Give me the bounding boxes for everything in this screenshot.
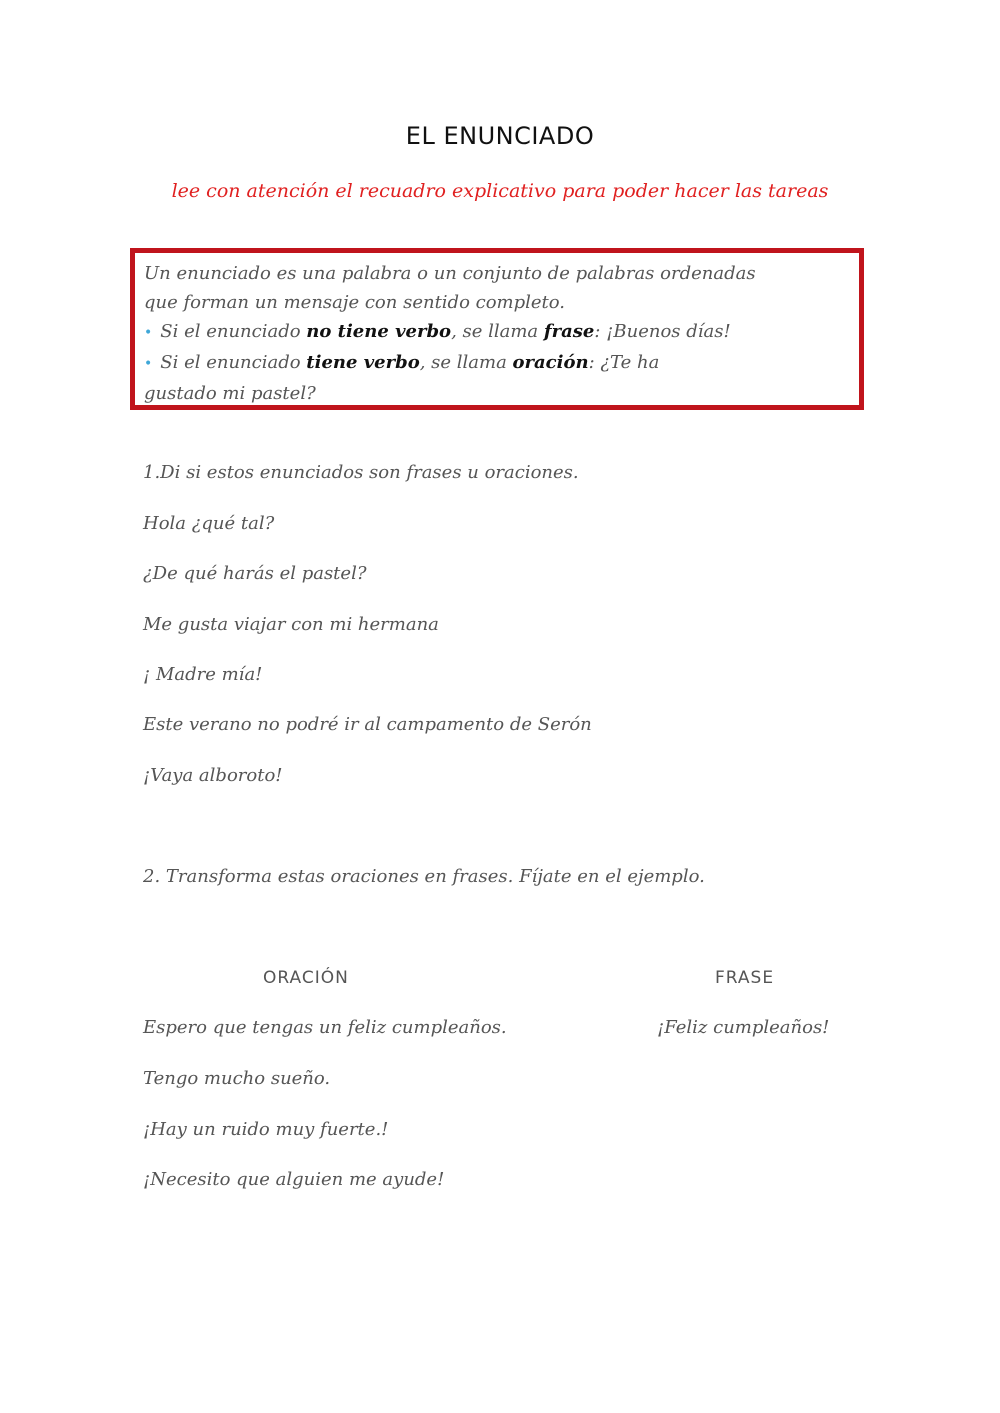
definition-box: [130, 248, 864, 410]
exercise2-item: Tengo mucho sueño.: [143, 1068, 331, 1089]
example-oracion: Espero que tengas un feliz cumpleaños.: [143, 1017, 507, 1038]
example-frase: ¡Feliz cumpleaños!: [657, 1017, 830, 1038]
bullet-oracion-post: : ¿Te ha: [588, 352, 660, 373]
exercise1-item: ¡Vaya alboroto!: [143, 765, 283, 786]
bullet-icon: •: [144, 325, 153, 341]
bullet-frase-mid: , se llama: [451, 321, 544, 342]
exercise2-item: ¡Necesito que alguien me ayude!: [143, 1169, 445, 1190]
exercise1-heading: 1.Di si estos enunciados son frases u oraciones.: [143, 462, 579, 483]
keyword-no-tiene-verbo: no tiene verbo: [306, 321, 452, 342]
definition-line-2: que forman un mensaje con sentido completo.: [144, 292, 566, 313]
exercise2-item: ¡Hay un ruido muy fuerte.!: [143, 1119, 389, 1140]
column-header-oracion: ORACIÓN: [263, 968, 349, 988]
instruction-subtitle: lee con atención el recuadro explicativo para poder hacer las tareas: [171, 180, 829, 202]
page-title: EL ENUNCIADO: [405, 122, 595, 150]
definition-bullet-oracion: [144, 348, 844, 379]
exercise1-item: ¿De qué harás el pastel?: [143, 563, 367, 584]
bullet-oracion-mid: , se llama: [419, 352, 513, 373]
definition-line-last: gustado mi pastel?: [144, 383, 316, 404]
keyword-tiene-verbo: tiene verbo: [306, 352, 420, 373]
exercise1-item: ¡ Madre mía!: [143, 664, 263, 685]
keyword-oracion: oración: [512, 352, 589, 373]
definition-bullet-frase: [144, 317, 844, 348]
keyword-frase: frase: [543, 321, 595, 342]
bullet-frase-pre: Si el enunciado: [160, 321, 307, 342]
bullet-frase-post: : ¡Buenos días!: [594, 321, 731, 342]
exercise2-heading: 2. Transforma estas oraciones en frases. Fíjate en el ejemplo.: [143, 866, 705, 887]
exercise1-item: Este verano no podré ir al campamento de Serón: [143, 714, 592, 735]
column-header-frase: FRASE: [715, 968, 775, 988]
exercise1-item: Hola ¿qué tal?: [143, 513, 275, 534]
definition-text: [144, 259, 844, 408]
exercise1-item: Me gusta viajar con mi hermana: [143, 614, 439, 635]
bullet-icon: •: [144, 356, 153, 372]
definition-line-1: Un enunciado es una palabra o un conjunto de palabras ordenadas: [144, 263, 756, 284]
bullet-oracion-pre: Si el enunciado: [160, 352, 307, 373]
